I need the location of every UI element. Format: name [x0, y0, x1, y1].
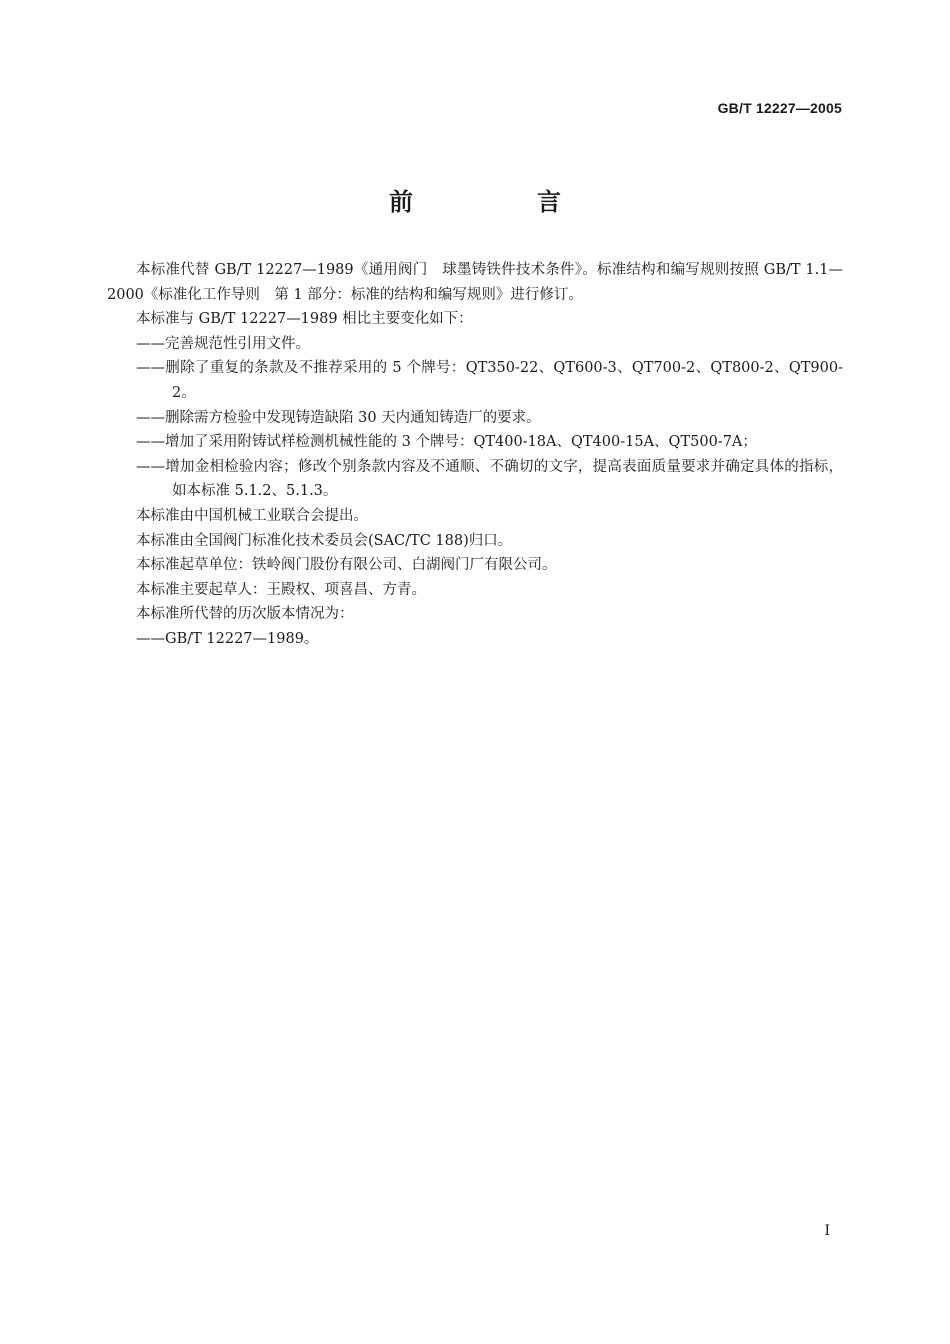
- change-item: ——删除需方检验中发现铸造缺陷 30 天内通知铸造厂的要求。: [136, 409, 541, 426]
- change-item: ——增加了采用附铸试样检测机械性能的 3 个牌号：QT400-18A、QT400-15A、QT500-7A；: [136, 434, 757, 451]
- page-title: 前 言: [389, 188, 611, 216]
- page-number: I: [824, 1223, 830, 1239]
- paragraph-drafters: 本标准主要起草人：王殿权、项喜昌、方青。: [136, 581, 426, 598]
- paragraph-proposer: 本标准由中国机械工业联合会提出。: [136, 507, 368, 524]
- foreword-body: [107, 258, 843, 652]
- standard-code: GB/T 12227—2005: [717, 100, 842, 116]
- paragraph-drafting-units: 本标准起草单位：铁岭阀门股份有限公司、白湖阀门厂有限公司。: [136, 557, 557, 574]
- paragraph-replacement: 本标准代替 GB/T 12227—1989《通用阀门 球墨铸铁件技术条件》。标准结构和编写规则按照 GB/T 1.1—2000《标准化工作导则 第 1 部分：标准的结构和编写规则》进行修订。: [107, 262, 843, 303]
- paragraph-changes-intro: 本标准与 GB/T 12227—1989 相比主要变化如下：: [136, 311, 473, 328]
- paragraph-committee: 本标准由全国阀门标准化技术委员会(SAC/TC 188)归口。: [136, 532, 513, 549]
- change-item: ——增加金相检验内容；修改个别条款内容及不通顺、不确切的文字，提高表面质量要求并确定具体的指标，如本标准 5.1.2、5.1.3。: [136, 458, 843, 500]
- paragraph-history-intro: 本标准所代替的历次版本情况为：: [136, 606, 354, 623]
- history-item: ——GB/T 12227—1989。: [136, 630, 319, 647]
- change-item: ——完善规范性引用文件。: [136, 335, 310, 352]
- change-item: ——删除了重复的条款及不推荐采用的 5 个牌号：QT350-22、QT600-3、QT700-2、QT800-2、QT900-2。: [136, 360, 843, 401]
